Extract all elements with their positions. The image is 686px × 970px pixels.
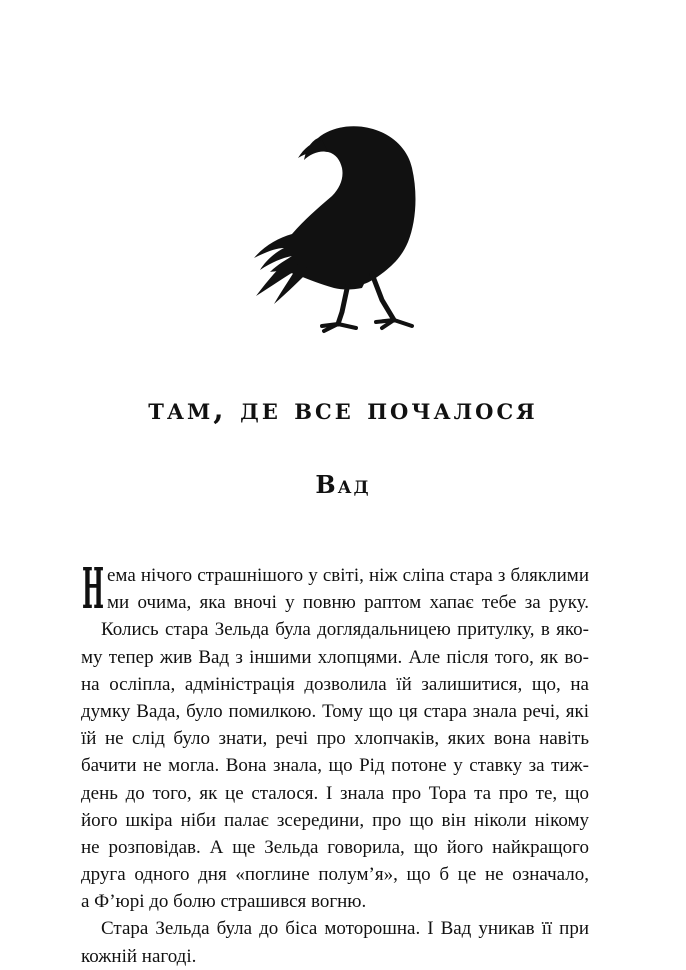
body-line: на осліпла, адміністрація дозволила їй залишитися, що, на [81, 673, 589, 695]
chapter-body [81, 556, 589, 970]
chapter-title: там, де все почалося [148, 392, 538, 427]
body-line: бачити не могла. Вона знала, що Рід потоне у ставку за тиж- [81, 755, 589, 777]
body-line: друга одного дня «поглине полум’я», що б це не означало, [81, 864, 589, 886]
body-line: Стара Зельда була до біса моторошна. І Вад уникав її при [101, 918, 589, 940]
body-line: Колись стара Зельда була доглядальницею притулку, в яко- [101, 619, 589, 641]
chapter-pov-name: Вад [315, 470, 371, 499]
dropcap-letter [81, 556, 105, 622]
raven-illustration [252, 124, 428, 334]
body-line: думку Вада, було помилкою. Тому що ця стара знала речі, які [81, 700, 589, 722]
body-line: їй не слід було знати, речі про хлопчаків, яких вона навіть [81, 728, 589, 750]
dropcap-text: Н [82, 556, 104, 622]
body-line: кожній нагоді. [81, 945, 197, 967]
body-line: му тепер жив Вад з іншими хлопцями. Але після того, як во- [81, 646, 589, 668]
body-line: ема нічого страшнішого у світі, ніж сліпа стара з бляклими [107, 565, 589, 586]
body-line: не розповідав. А ще Зельда говорила, що його найкращого [81, 836, 589, 858]
body-line: день до того, як це сталося. І знала про Тора та про те, що [81, 782, 589, 804]
body-line: а Ф’юрі до болю страшився вогню. [81, 891, 367, 913]
body-line: ми очима, яка вночі у повню раптом хапає тебе за руку. [107, 592, 589, 614]
body-line: його шкіра ніби палає зсередини, про що він ніколи нікому [81, 809, 589, 831]
